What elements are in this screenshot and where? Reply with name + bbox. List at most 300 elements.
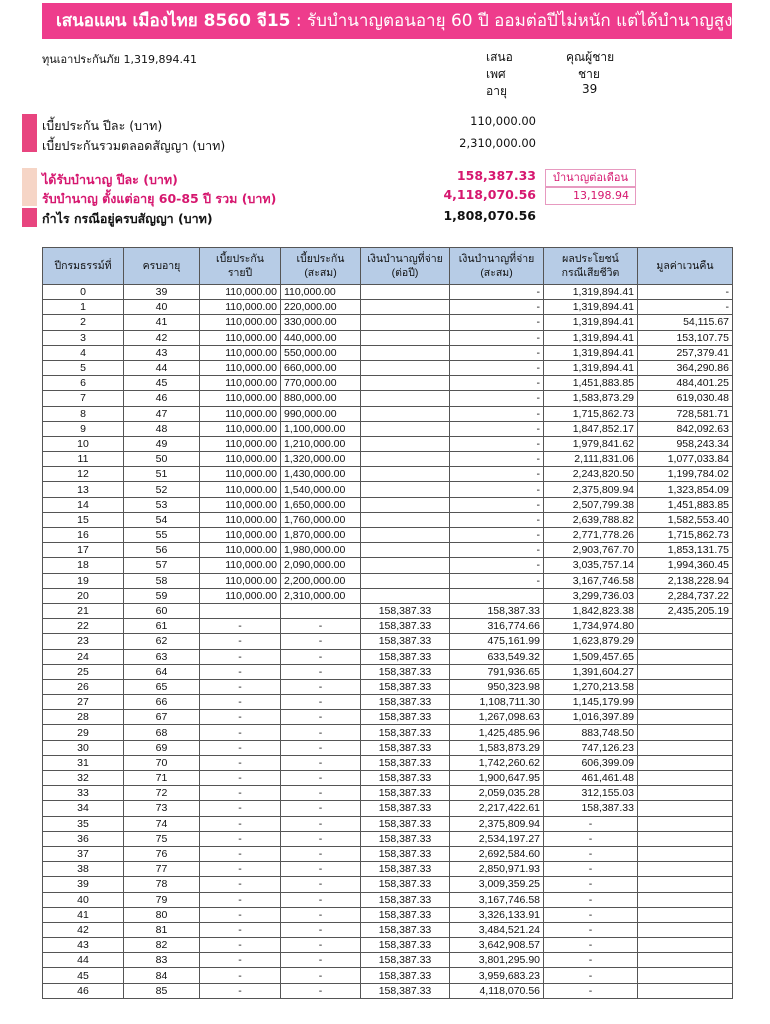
table-row [43, 512, 733, 527]
table-cell: 1,323,854.09 [638, 482, 733, 497]
table-cell: 12 [43, 467, 124, 482]
table-cell: 1,319,894.41 [544, 345, 638, 360]
table-cell [638, 664, 733, 679]
table-cell: - [200, 922, 281, 937]
table-cell: 257,379.41 [638, 345, 733, 360]
table-cell [361, 300, 450, 315]
profit-marker [22, 208, 37, 227]
table-cell: 158,387.33 [361, 892, 450, 907]
table-cell: 38 [43, 862, 124, 877]
table-cell [361, 345, 450, 360]
table-row [43, 862, 733, 877]
title-banner [42, 3, 732, 39]
profit-value: 1,808,070.56 [443, 208, 536, 223]
table-cell: 41 [124, 315, 200, 330]
table-cell: - [544, 892, 638, 907]
table-cell: 42 [43, 922, 124, 937]
sex-value: ชาย [578, 67, 600, 81]
table-cell: 0 [43, 285, 124, 300]
table-cell: 110,000.00 [200, 573, 281, 588]
table-cell [200, 603, 281, 618]
table-cell: - [200, 862, 281, 877]
table-cell [638, 634, 733, 649]
table-cell: 1,870,000.00 [281, 528, 361, 543]
benefit-table [42, 247, 733, 999]
table-cell: 158,387.33 [361, 831, 450, 846]
table-row [43, 725, 733, 740]
table-cell [638, 786, 733, 801]
table-cell: 24 [43, 649, 124, 664]
table-cell: - [281, 983, 361, 998]
table-cell: 78 [124, 877, 200, 892]
table-cell [361, 528, 450, 543]
table-cell: 4,118,070.56 [450, 983, 544, 998]
table-cell: 1,451,883.85 [638, 497, 733, 512]
table-cell [638, 725, 733, 740]
table-cell: - [450, 512, 544, 527]
table-cell: 990,000.00 [281, 406, 361, 421]
table-cell: - [281, 771, 361, 786]
table-cell: 2,217,422.61 [450, 801, 544, 816]
table-cell: - [450, 315, 544, 330]
table-cell: - [638, 285, 733, 300]
table-cell: 18 [43, 558, 124, 573]
table-cell: 158,387.33 [361, 877, 450, 892]
table-cell: 26 [43, 679, 124, 694]
total-pension-label: รับบำนาญ ตั้งแต่อายุ 60-85 ปี รวม (บาท) [42, 191, 277, 206]
table-cell: 49 [124, 436, 200, 451]
table-cell: 1,108,711.30 [450, 695, 544, 710]
table-row [43, 345, 733, 360]
table-cell: 2,375,809.94 [450, 816, 544, 831]
table-cell: 44 [124, 360, 200, 375]
table-cell: 40 [43, 892, 124, 907]
table-row [43, 877, 733, 892]
table-cell [638, 907, 733, 922]
table-cell [638, 892, 733, 907]
table-cell: 31 [43, 755, 124, 770]
table-cell: 82 [124, 938, 200, 953]
table-cell: 1,391,604.27 [544, 664, 638, 679]
table-row [43, 831, 733, 846]
table-cell: 791,936.65 [450, 664, 544, 679]
table-cell: 34 [43, 801, 124, 816]
table-cell: 39 [124, 285, 200, 300]
table-cell: 158,387.33 [361, 968, 450, 983]
table-cell: 110,000.00 [281, 285, 361, 300]
profit-label: กำไร กรณีอยู่ครบสัญญา (บาท) [42, 211, 213, 226]
table-cell: 45 [124, 376, 200, 391]
table-cell: 62 [124, 634, 200, 649]
table-row [43, 634, 733, 649]
table-cell: 440,000.00 [281, 330, 361, 345]
table-row [43, 300, 733, 315]
table-cell: - [544, 968, 638, 983]
table-cell: 158,387.33 [361, 846, 450, 861]
table-cell: - [200, 679, 281, 694]
table-row [43, 922, 733, 937]
table-cell: 84 [124, 968, 200, 983]
table-cell: 54 [124, 512, 200, 527]
table-cell: 158,387.33 [361, 938, 450, 953]
table-cell: 67 [124, 710, 200, 725]
table-cell: 19 [43, 573, 124, 588]
table-cell: - [450, 376, 544, 391]
table-cell: 2,771,778.26 [544, 528, 638, 543]
table-cell: - [450, 285, 544, 300]
table-cell: 5 [43, 360, 124, 375]
table-row [43, 755, 733, 770]
table-cell: 158,387.33 [361, 786, 450, 801]
table-cell: - [281, 816, 361, 831]
table-cell: - [450, 573, 544, 588]
table-row [43, 391, 733, 406]
table-row [43, 664, 733, 679]
table-cell: 2,903,767.70 [544, 543, 638, 558]
table-cell: 1,715,862.73 [544, 406, 638, 421]
table-cell: - [281, 725, 361, 740]
table-cell: - [281, 801, 361, 816]
table-cell: 74 [124, 816, 200, 831]
table-cell: 45 [43, 968, 124, 983]
table-cell: 3 [43, 330, 124, 345]
table-cell: 73 [124, 801, 200, 816]
table-cell: 1,319,894.41 [544, 285, 638, 300]
table-cell: 40 [124, 300, 200, 315]
table-cell [361, 406, 450, 421]
table-row [43, 558, 733, 573]
column-header-line: มูลค่าเวนคืน [656, 260, 714, 272]
table-cell: 1,715,862.73 [638, 528, 733, 543]
table-cell: - [450, 345, 544, 360]
table-cell: 484,401.25 [638, 376, 733, 391]
table-cell: 1,979,841.62 [544, 436, 638, 451]
table-cell: 1,540,000.00 [281, 482, 361, 497]
table-cell: 110,000.00 [200, 391, 281, 406]
table-cell: - [281, 877, 361, 892]
plan-name: เสนอแผน เมืองไทย 8560 จี15 [56, 11, 291, 31]
table-cell: 22 [43, 619, 124, 634]
table-cell: 110,000.00 [200, 588, 281, 603]
table-cell: 158,387.33 [544, 801, 638, 816]
table-cell [361, 497, 450, 512]
table-cell: 950,323.98 [450, 679, 544, 694]
table-row [43, 315, 733, 330]
table-cell: 110,000.00 [200, 421, 281, 436]
table-cell: 6 [43, 376, 124, 391]
table-cell: 619,030.48 [638, 391, 733, 406]
table-cell: - [200, 831, 281, 846]
table-cell [638, 922, 733, 937]
table-cell [281, 603, 361, 618]
table-row [43, 603, 733, 618]
table-cell: 110,000.00 [200, 528, 281, 543]
table-cell: 550,000.00 [281, 345, 361, 360]
table-cell: 7 [43, 391, 124, 406]
table-cell: 660,000.00 [281, 360, 361, 375]
table-cell [638, 710, 733, 725]
table-cell: 2,200,000.00 [281, 573, 361, 588]
table-cell: - [200, 983, 281, 998]
table-cell: 68 [124, 725, 200, 740]
table-cell: - [281, 968, 361, 983]
table-cell: 14 [43, 497, 124, 512]
table-cell [638, 816, 733, 831]
table-row [43, 619, 733, 634]
table-cell: 316,774.66 [450, 619, 544, 634]
table-cell: 3,299,736.03 [544, 588, 638, 603]
table-cell: 2,375,809.94 [544, 482, 638, 497]
table-cell: 4 [43, 345, 124, 360]
table-cell: 1,842,823.38 [544, 603, 638, 618]
table-cell: 158,387.33 [361, 634, 450, 649]
table-cell [361, 391, 450, 406]
table-row [43, 710, 733, 725]
column-header-line: (ต่อปี) [391, 267, 419, 279]
table-cell [361, 421, 450, 436]
table-cell: 46 [43, 983, 124, 998]
total-premium-label: เบี้ยประกันรวมตลอดสัญญา (บาท) [42, 138, 226, 153]
table-cell: 83 [124, 953, 200, 968]
table-cell: 158,387.33 [361, 771, 450, 786]
table-cell: 53 [124, 497, 200, 512]
table-cell: 747,126.23 [544, 740, 638, 755]
column-header [361, 248, 450, 285]
table-cell: - [200, 786, 281, 801]
table-row [43, 892, 733, 907]
table-cell: 1,267,098.63 [450, 710, 544, 725]
monthly-pension-value: 13,198.94 [545, 187, 636, 205]
table-row [43, 467, 733, 482]
table-cell [361, 285, 450, 300]
table-cell: - [281, 846, 361, 861]
table-cell: 158,387.33 [361, 983, 450, 998]
table-cell [361, 436, 450, 451]
table-cell: 48 [124, 421, 200, 436]
table-cell: 1,847,852.17 [544, 421, 638, 436]
column-header-line: เงินบำนาญที่จ่าย [458, 253, 535, 265]
table-row [43, 360, 733, 375]
table-cell: 2,111,831.06 [544, 452, 638, 467]
table-cell: 110,000.00 [200, 360, 281, 375]
table-cell: 158,387.33 [361, 755, 450, 770]
table-row [43, 695, 733, 710]
table-cell: 39 [43, 877, 124, 892]
table-cell [361, 512, 450, 527]
table-cell [638, 679, 733, 694]
table-cell [361, 573, 450, 588]
table-cell: 1,319,894.41 [544, 300, 638, 315]
annual-pension-label: ได้รับบำนาญ ปีละ (บาท) [42, 172, 178, 187]
table-cell: 2,284,737.22 [638, 588, 733, 603]
table-cell: 1,451,883.85 [544, 376, 638, 391]
column-header-line: ผลประโยชน์ [562, 253, 619, 265]
table-cell: - [200, 907, 281, 922]
table-cell: 11 [43, 452, 124, 467]
column-header-line: (สะสม) [304, 267, 337, 279]
table-row [43, 436, 733, 451]
table-cell: 75 [124, 831, 200, 846]
table-cell: 1,509,457.65 [544, 649, 638, 664]
table-cell: 2,138,228.94 [638, 573, 733, 588]
table-cell: 1,425,485.96 [450, 725, 544, 740]
table-cell: 1,319,894.41 [544, 330, 638, 345]
table-cell: 46 [124, 391, 200, 406]
table-cell: 59 [124, 588, 200, 603]
table-cell: 80 [124, 907, 200, 922]
table-cell: 51 [124, 467, 200, 482]
table-cell: 61 [124, 619, 200, 634]
table-cell: 1,319,894.41 [544, 315, 638, 330]
table-cell: 41 [43, 907, 124, 922]
table-cell: - [281, 907, 361, 922]
table-cell [638, 877, 733, 892]
table-cell: 1,623,879.29 [544, 634, 638, 649]
table-cell: 110,000.00 [200, 345, 281, 360]
table-cell: - [281, 953, 361, 968]
table-cell [361, 588, 450, 603]
table-cell: 110,000.00 [200, 436, 281, 451]
table-row [43, 376, 733, 391]
table-cell: 66 [124, 695, 200, 710]
table-cell: 110,000.00 [200, 512, 281, 527]
table-cell: 158,387.33 [361, 695, 450, 710]
table-cell: 1,210,000.00 [281, 436, 361, 451]
table-cell: - [200, 710, 281, 725]
table-cell [638, 619, 733, 634]
table-cell: - [200, 771, 281, 786]
table-cell [638, 831, 733, 846]
table-cell: 1,319,894.41 [544, 360, 638, 375]
table-cell: - [281, 710, 361, 725]
offer-value: คุณผู้ชาย [566, 50, 615, 64]
table-cell: 220,000.00 [281, 300, 361, 315]
table-row [43, 679, 733, 694]
premium-marker [22, 114, 37, 152]
column-header [124, 248, 200, 285]
plan-tagline: : รับบำนาญตอนอายุ 60 ปี ออมต่อปีไม่หนัก แต่ได้บำนาญสูง [290, 11, 732, 31]
table-cell: 65 [124, 679, 200, 694]
table-cell: 1,583,873.29 [450, 740, 544, 755]
table-row [43, 983, 733, 998]
table-cell: 158,387.33 [361, 649, 450, 664]
table-cell: - [281, 922, 361, 937]
table-cell: 110,000.00 [200, 315, 281, 330]
table-cell: 110,000.00 [200, 406, 281, 421]
table-cell: 158,387.33 [361, 725, 450, 740]
table-cell [638, 771, 733, 786]
table-cell: - [450, 436, 544, 451]
table-cell: - [544, 983, 638, 998]
column-header [638, 248, 733, 285]
table-cell: 110,000.00 [200, 497, 281, 512]
table-row [43, 953, 733, 968]
table-cell: - [281, 862, 361, 877]
table-cell: - [450, 421, 544, 436]
table-cell [361, 558, 450, 573]
table-cell: 3,167,746.58 [544, 573, 638, 588]
table-cell [638, 938, 733, 953]
table-row [43, 816, 733, 831]
table-cell: - [200, 816, 281, 831]
table-row [43, 285, 733, 300]
table-cell: 1,016,397.89 [544, 710, 638, 725]
age-label: อายุ [486, 84, 507, 98]
table-cell: 44 [43, 953, 124, 968]
age-value: 39 [582, 82, 598, 96]
table-cell: 3,642,908.57 [450, 938, 544, 953]
table-cell: 3,035,757.14 [544, 558, 638, 573]
table-cell: 842,092.63 [638, 421, 733, 436]
table-row [43, 406, 733, 421]
table-cell: 158,387.33 [361, 907, 450, 922]
table-cell [361, 315, 450, 330]
column-header-line: เงินบำนาญที่จ่าย [367, 253, 443, 265]
table-cell: 20 [43, 588, 124, 603]
table-cell: 25 [43, 664, 124, 679]
table-cell: 330,000.00 [281, 315, 361, 330]
table-cell: 158,387.33 [361, 664, 450, 679]
table-cell: - [200, 649, 281, 664]
table-cell: 69 [124, 740, 200, 755]
table-cell: 1,582,553.40 [638, 512, 733, 527]
table-cell: 43 [43, 938, 124, 953]
table-cell: - [281, 619, 361, 634]
table-cell: 47 [124, 406, 200, 421]
table-cell: 110,000.00 [200, 467, 281, 482]
table-cell: 2,692,584.60 [450, 846, 544, 861]
table-cell: - [450, 300, 544, 315]
offer-label: เสนอ [486, 50, 513, 64]
table-cell: 28 [43, 710, 124, 725]
table-cell [638, 695, 733, 710]
table-cell: 1,199,784.02 [638, 467, 733, 482]
table-cell: 110,000.00 [200, 300, 281, 315]
table-cell: - [281, 679, 361, 694]
table-cell: 1,734,974.80 [544, 619, 638, 634]
table-cell: 2,059,035.28 [450, 786, 544, 801]
table-cell: 17 [43, 543, 124, 558]
table-cell: 1,583,873.29 [544, 391, 638, 406]
table-cell: 2,850,971.93 [450, 862, 544, 877]
table-cell: 3,801,295.90 [450, 953, 544, 968]
table-cell [361, 482, 450, 497]
table-cell: 2,310,000.00 [281, 588, 361, 603]
table-cell: 64 [124, 664, 200, 679]
table-cell: 10 [43, 436, 124, 451]
table-cell: 158,387.33 [361, 619, 450, 634]
table-cell: 1,980,000.00 [281, 543, 361, 558]
table-cell: - [544, 846, 638, 861]
table-cell: 70 [124, 755, 200, 770]
table-cell: 158,387.33 [361, 740, 450, 755]
table-cell: 1,900,647.95 [450, 771, 544, 786]
table-cell: - [450, 528, 544, 543]
table-cell: 57 [124, 558, 200, 573]
table-cell: 158,387.33 [450, 603, 544, 618]
annual-premium-value: 110,000.00 [470, 114, 536, 128]
table-row [43, 649, 733, 664]
table-cell: 1,853,131.75 [638, 543, 733, 558]
table-cell: 110,000.00 [200, 482, 281, 497]
column-header-line: กรณีเสียชีวิต [561, 267, 620, 279]
column-header [281, 248, 361, 285]
table-cell: - [200, 664, 281, 679]
table-cell [638, 801, 733, 816]
table-cell: - [450, 543, 544, 558]
table-cell [361, 467, 450, 482]
column-header-line: ปีกรมธรรม์ที่ [54, 260, 112, 272]
